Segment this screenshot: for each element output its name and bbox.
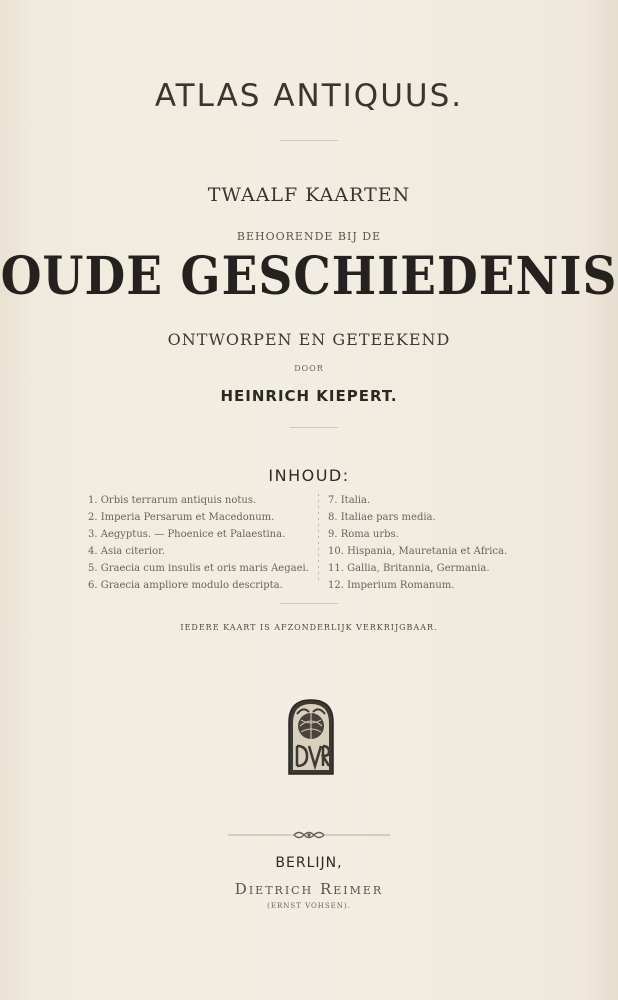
contents-item: 12. Imperium Romanum. [328,580,455,591]
contents-right-column [328,492,528,594]
contents-item: 6. Graecia ampliore modulo descripta. [88,580,283,591]
contents-item: 8. Italiae pars media. [328,512,436,523]
ontworpen-line: ONTWORPEN EN GETEEKEND [167,330,451,349]
subtitle-twaalf-kaarten: TWAALF KAARTEN [207,184,411,206]
contents-item: 5. Graecia cum insulis et oris maris Aegaei. [88,563,309,574]
publisher-name: Dietrich Reimer [234,880,384,898]
publication-city: BERLIJN, [275,855,343,871]
availability-notice: IEDERE KAART IS AFZONDERLIJK VERKRIJGBAAR. [180,623,438,632]
atlas-title: ATLAS ANTIQUUS. [154,78,464,114]
contents-item: 11. Gallia, Britannia, Germania. [328,563,490,574]
publisher-note: (ERNST VOHSEN). [267,902,351,910]
main-title-oude-geschiedenis: OUDE GESCHIEDENIS [0,246,618,308]
title-divider [280,140,338,141]
ornament-rule-icon [228,828,390,842]
contents-item: 1. Orbis terrarum antiquis notus. [88,495,257,506]
contents-column-divider [318,494,319,584]
publisher-emblem-icon [287,698,335,776]
contents-item: 7. Italia. [328,495,371,506]
subtitle-behoorende: BEHOORENDE BIJ DE [236,230,382,243]
contents-divider [280,603,338,604]
door-line: DOOR [294,364,324,373]
contents-item: 4. Asia citerior. [88,546,166,557]
contents-heading: INHOUD: [268,466,350,485]
author-divider [290,427,338,428]
contents-item: 2. Imperia Persarum et Macedonum. [88,512,275,523]
contents-left-column [88,492,308,594]
contents-item: 10. Hispania, Mauretania et Africa. [328,546,508,557]
contents-item: 3. Aegyptus. — Phoenice et Palaestina. [88,529,286,540]
contents-item: 9. Roma urbs. [328,529,399,540]
author-name: HEINRICH KIEPERT. [220,387,398,405]
